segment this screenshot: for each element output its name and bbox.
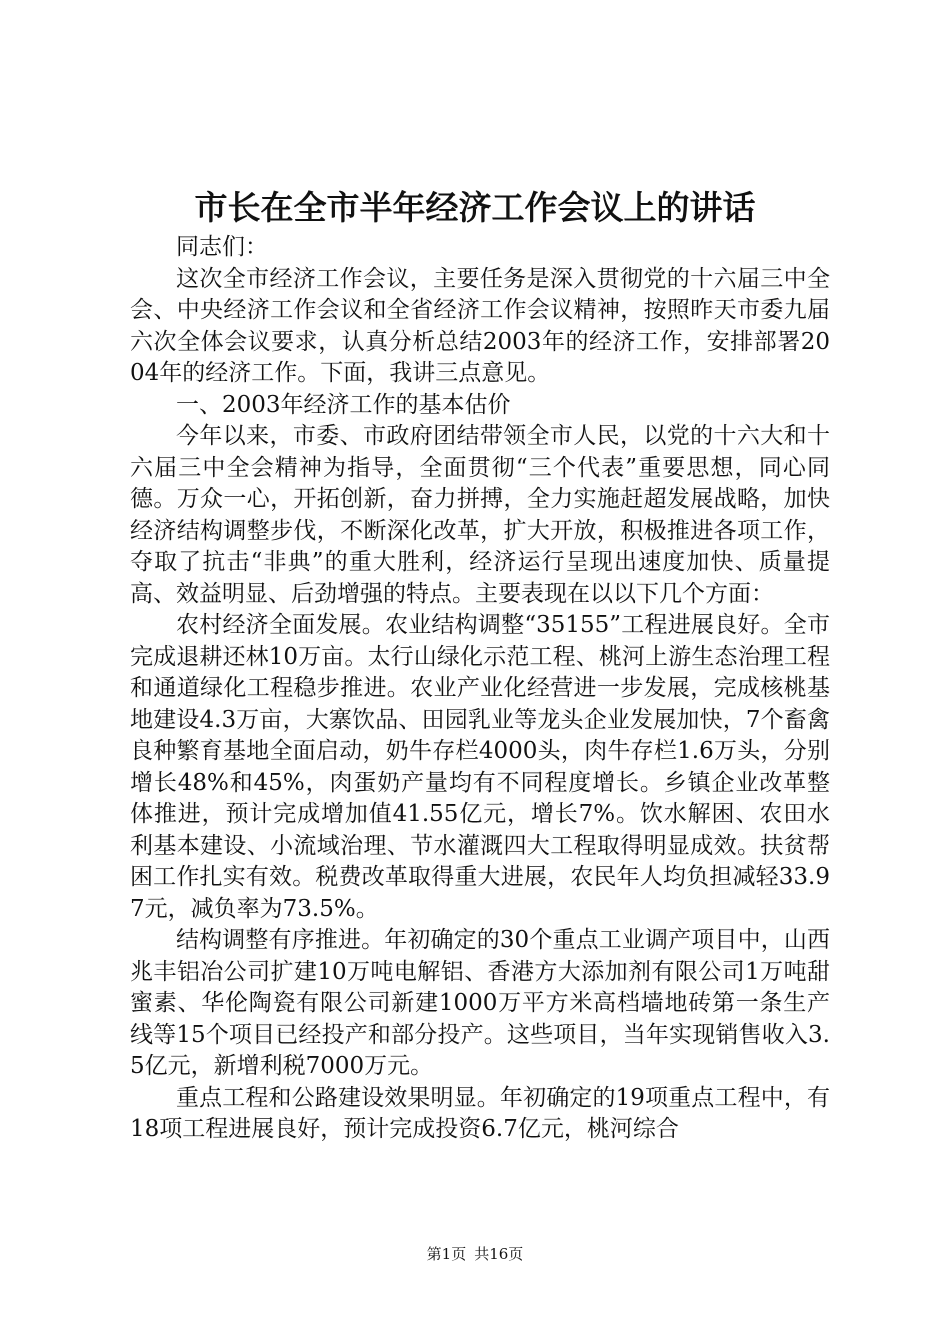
body-paragraph: 重点工程和公路建设效果明显。年初确定的19项重点工程中，有18项工程进展良好，预计完成投资6.7亿元，桃河综合 <box>130 1084 830 1142</box>
page-footer <box>0 1244 950 1264</box>
body-paragraph: 农村经济全面发展。农业结构调整“35155”工程进展良好。全市完成退耕还林10万亩。太行山绿化示范工程、桃河上游生态治理工程和通道绿化工程稳步推进。农业产业化经营进一步发展，完成核桃基地建设4.3万亩，大寨饮品、田园乳业等龙头企业发展加快，7个畜禽良种繁育基地全面启动，奶牛存栏4000头，肉牛存栏1.6万头，分别增长48%和45%，肉蛋奶产量均有不同程度增长。乡镇企业改革整体推进，预计完成增加值41.55亿元，增长7%。饮水解困、农田水利基本建设、小流域治理、节水灌溉四大工程取得明显成效。扶贫帮困工作扎实有效。税费改革取得重大进展，农民年人均负担减轻33.97元，减负率为73.5%。 <box>130 612 830 922</box>
document-body <box>130 232 830 1146</box>
page-total: 共16页 <box>474 1245 524 1263</box>
section-heading: 一、2003年经济工作的基本估价 <box>176 391 511 418</box>
salutation-paragraph: 同志们： <box>176 234 268 260</box>
page-number: 第1页 <box>426 1245 467 1263</box>
body-paragraph: 结构调整有序推进。年初确定的30个重点工业调产项目中，山西兆丰铝冶公司扩建10万吨电解铝、香港方大添加剂有限公司1万吨甜蜜素、华伦陶瓷有限公司新建1000万平方米高档墙地砖第一条生产线等15个项目已经投产和部分投产。这些项目，当年实现销售收入3.5亿元，新增利税7000万元。 <box>130 927 830 1079</box>
body-paragraph: 今年以来，市委、市政府团结带领全市人民，以党的十六大和十六届三中全会精神为指导，全面贯彻“三个代表”重要思想，同心同德。万众一心，开拓创新，奋力拼搏，全力实施赶超发展战略，加快经济结构调整步伐，不断深化改革，扩大开放，积极推进各项工作，夺取了抗击“非典”的重大胜利，经济运行呈现出速度加快、质量提高、效益明显、后劲增强的特点。主要表现在以以下几个方面： <box>130 423 830 607</box>
document-title: 市长在全市半年经济工作会议上的讲话 <box>194 188 756 227</box>
body-paragraph: 这次全市经济工作会议，主要任务是深入贯彻党的十六届三中全会、中央经济工作会议和全省经济工作会议精神，按照昨天市委九届六次全体会议要求，认真分析总结2003年的经济工作，安排部署2004年的经济工作。下面，我讲三点意见。 <box>130 265 830 386</box>
